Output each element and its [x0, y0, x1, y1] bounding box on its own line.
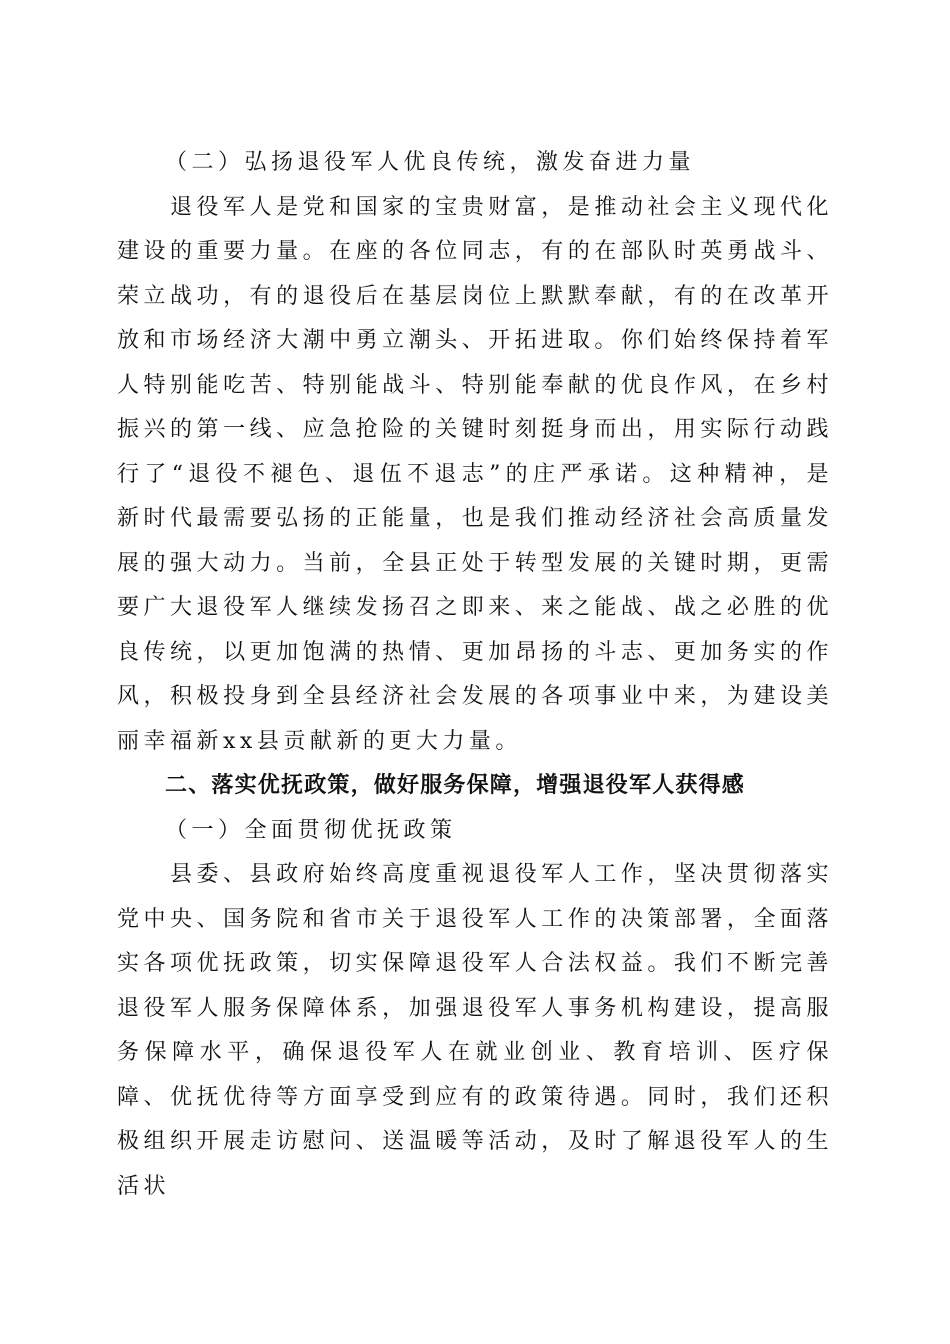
subsection-heading-1: （一）全面贯彻优抚政策: [165, 817, 457, 843]
body-paragraph-1: 退役军人是党和国家的宝贵财富，是推动社会主义现代化建设的重要力量。在座的各位同志，有的在部队时英勇战斗、荣立战功，有的退役后在基层岗位上默默奉献，有的在改革开放和市场经济大潮中勇立潮头、开拓进取。你们始终保持着军人特别能吃苦、特别能战斗、特别能奉献的优良作风，在乡村振兴的第一线、应急抢险的关键时刻挺身而出，用实际行动践行了“退役不褪色、退伍不退志”的庄严承诺。这种精神，是新时代最需要弘扬的正能量，也是我们推动经济社会高质量发展的强大动力。当前，全县正处于转型发展的关键时期，更需要广大退役军人继续发扬召之即来、来之能战、战之必胜的优良传统，以更加饱满的热情、更加昂扬的斗志、更加务实的作风，积极投身到全县经济社会发展的各项事业中来，为建设美丽幸福新xx县贡献新的更大力量。: [117, 194, 833, 754]
section-heading-2: 二、落实优抚政策，做好服务保障，增强退役军人获得感: [165, 773, 746, 798]
body-paragraph-2: 县委、县政府始终高度重视退役军人工作，坚决贯彻落实党中央、国务院和省市关于退役军人工作的决策部署，全面落实各项优抚政策，切实保障退役军人合法权益。我们不断完善退役军人服务保障体系，加强退役军人事务机构建设，提高服务保障水平，确保退役军人在就业创业、教育培训、医疗保障、优抚优待等方面享受到应有的政策待遇。同时，我们还积极组织开展走访慰问、送温暖等活动，及时了解退役军人的生活状: [117, 862, 833, 1199]
document-body: [117, 141, 833, 1209]
subsection-heading-2: （二）弘扬退役军人优良传统，激发奋进力量: [165, 150, 696, 175]
